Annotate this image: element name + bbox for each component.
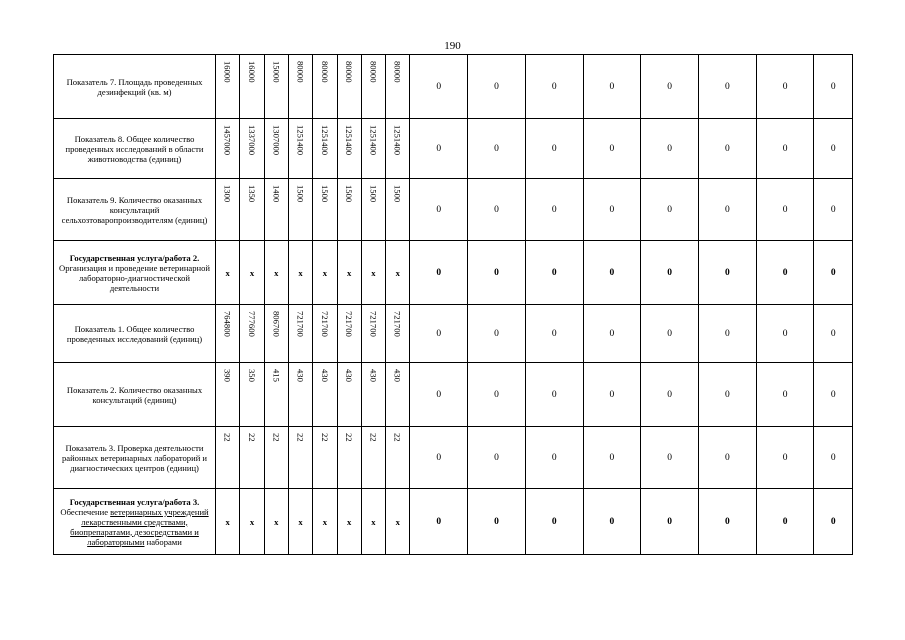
row-label-text: Показатель 8. Общее количество проведенных исследований в области животноводства (единиц) xyxy=(65,133,204,164)
vertical-value: x xyxy=(371,516,376,527)
row-label-text: Организация и проведение ветеринарной лабораторно-диагностической деятельности xyxy=(58,262,211,293)
value-cell: 0 xyxy=(756,363,814,427)
value-cell: 0 xyxy=(583,179,641,241)
vertical-value: 721700 xyxy=(319,311,330,337)
vertical-value-cell xyxy=(313,489,337,555)
value-cell: 0 xyxy=(410,305,468,363)
vertical-value: x xyxy=(347,516,352,527)
row-label-bold: Государственная услуга/работа 3. xyxy=(69,496,200,507)
value-cell: 0 xyxy=(525,119,583,179)
value-cell: 0 xyxy=(468,363,526,427)
value-cell: 0 xyxy=(583,489,641,555)
value-cell: 0 xyxy=(641,241,699,305)
value-cell: 0 xyxy=(525,55,583,119)
vertical-value-cell xyxy=(361,119,385,179)
vertical-value: 1251400 xyxy=(392,125,403,156)
vertical-value: 15000 xyxy=(271,61,282,83)
value-cell: 0 xyxy=(525,179,583,241)
value-cell: 0 xyxy=(641,179,699,241)
vertical-value: 1251400 xyxy=(368,125,379,156)
value-cell: 0 xyxy=(698,363,756,427)
value-cell: 0 xyxy=(583,427,641,489)
vertical-value: x xyxy=(322,267,327,278)
vertical-value-cell xyxy=(386,363,410,427)
vertical-value: 1500 xyxy=(319,185,330,203)
vertical-value: 390 xyxy=(222,369,233,382)
vertical-value: 1350 xyxy=(246,185,257,203)
value-cell: 0 xyxy=(698,241,756,305)
vertical-value-cell xyxy=(240,241,264,305)
value-cell: 0 xyxy=(410,489,468,555)
vertical-value: 22 xyxy=(271,433,282,442)
vertical-value: x xyxy=(249,267,255,278)
vertical-value: x xyxy=(395,267,400,278)
vertical-value-cell xyxy=(264,55,288,119)
vertical-value: 721700 xyxy=(344,311,355,337)
vertical-value: 430 xyxy=(295,369,306,382)
vertical-value: x xyxy=(298,516,303,527)
vertical-value: 430 xyxy=(344,369,355,382)
vertical-value: x xyxy=(322,516,327,527)
vertical-value-cell xyxy=(313,241,337,305)
vertical-value-cell xyxy=(288,427,312,489)
vertical-value-cell xyxy=(313,305,337,363)
vertical-value-cell xyxy=(216,489,240,555)
vertical-value-cell xyxy=(288,241,312,305)
vertical-value-cell xyxy=(337,241,361,305)
value-cell: 0 xyxy=(641,489,699,555)
vertical-value: 1251400 xyxy=(295,125,306,156)
vertical-value-cell xyxy=(240,55,264,119)
value-cell: 0 xyxy=(468,305,526,363)
vertical-value: 80000 xyxy=(344,61,355,83)
vertical-value: 22 xyxy=(222,433,233,442)
vertical-value: x xyxy=(225,516,230,527)
value-cell: 0 xyxy=(756,427,814,489)
value-cell: 0 xyxy=(468,119,526,179)
vertical-value-cell xyxy=(240,489,264,555)
vertical-value: 1307000 xyxy=(271,125,282,156)
vertical-value-cell xyxy=(288,363,312,427)
value-cell: 0 xyxy=(468,489,526,555)
value-cell: 0 xyxy=(583,363,641,427)
vertical-value-cell xyxy=(288,305,312,363)
table-body xyxy=(54,55,853,555)
row-label-tail: наборами xyxy=(144,536,182,547)
vertical-value: 1300 xyxy=(222,185,233,203)
vertical-value-cell xyxy=(313,363,337,427)
vertical-value-cell xyxy=(240,427,264,489)
vertical-value-cell xyxy=(337,427,361,489)
vertical-value: 80000 xyxy=(392,61,403,83)
value-cell: 0 xyxy=(698,305,756,363)
value-cell: 0 xyxy=(468,179,526,241)
value-cell: 0 xyxy=(410,119,468,179)
vertical-value: x xyxy=(395,516,400,527)
row-label-text: Обеспечение xyxy=(60,506,111,517)
value-cell: 0 xyxy=(698,179,756,241)
vertical-value: 430 xyxy=(368,369,379,382)
row-label xyxy=(54,119,216,179)
vertical-value-cell xyxy=(216,427,240,489)
vertical-value-cell xyxy=(337,179,361,241)
value-cell: 0 xyxy=(525,363,583,427)
row-label xyxy=(54,363,216,427)
value-cell: 0 xyxy=(410,241,468,305)
value-cell: 0 xyxy=(814,363,853,427)
value-cell: 0 xyxy=(410,427,468,489)
value-cell: 0 xyxy=(525,427,583,489)
vertical-value: 22 xyxy=(392,433,403,442)
vertical-value-cell xyxy=(216,241,240,305)
value-cell: 0 xyxy=(583,55,641,119)
vertical-value-cell xyxy=(361,55,385,119)
vertical-value-cell xyxy=(313,427,337,489)
vertical-value-cell xyxy=(240,179,264,241)
value-cell: 0 xyxy=(468,241,526,305)
vertical-value-cell xyxy=(313,179,337,241)
vertical-value: 80000 xyxy=(319,61,330,83)
vertical-value: 80000 xyxy=(295,61,306,83)
vertical-value-cell xyxy=(288,119,312,179)
vertical-value: 350 xyxy=(246,369,257,382)
value-cell: 0 xyxy=(641,363,699,427)
vertical-value-cell xyxy=(386,179,410,241)
value-cell: 0 xyxy=(814,179,853,241)
row-label xyxy=(54,489,216,555)
value-cell: 0 xyxy=(814,119,853,179)
value-cell: 0 xyxy=(641,119,699,179)
table-row xyxy=(54,427,853,489)
vertical-value-cell xyxy=(361,241,385,305)
vertical-value: 1500 xyxy=(392,185,403,203)
value-cell: 0 xyxy=(698,489,756,555)
vertical-value: 1500 xyxy=(344,185,355,203)
vertical-value-cell xyxy=(216,55,240,119)
value-cell: 0 xyxy=(641,427,699,489)
vertical-value: 721700 xyxy=(392,311,403,337)
vertical-value-cell xyxy=(216,179,240,241)
vertical-value-cell xyxy=(386,241,410,305)
row-label xyxy=(54,241,216,305)
vertical-value-cell xyxy=(216,363,240,427)
value-cell: 0 xyxy=(410,55,468,119)
value-cell: 0 xyxy=(814,427,853,489)
value-cell: 0 xyxy=(698,55,756,119)
row-label xyxy=(54,427,216,489)
vertical-value-cell xyxy=(264,363,288,427)
vertical-value-cell xyxy=(313,55,337,119)
vertical-value-cell xyxy=(361,179,385,241)
table-row xyxy=(54,305,853,363)
vertical-value-cell xyxy=(386,55,410,119)
value-cell: 0 xyxy=(814,241,853,305)
row-label-text: Показатель 9. Количество оказанных консультаций сельхозтоваропроизводителям (единиц) xyxy=(61,194,208,225)
vertical-value: x xyxy=(249,516,255,527)
table-row xyxy=(54,489,853,555)
table-row xyxy=(54,241,853,305)
value-cell: 0 xyxy=(698,119,756,179)
vertical-value-cell xyxy=(337,55,361,119)
vertical-value: 16000 xyxy=(222,61,233,83)
value-cell: 0 xyxy=(583,241,641,305)
value-cell: 0 xyxy=(525,489,583,555)
vertical-value-cell xyxy=(264,179,288,241)
vertical-value: 22 xyxy=(344,433,355,442)
value-cell: 0 xyxy=(756,305,814,363)
vertical-value: x xyxy=(225,267,230,278)
vertical-value-cell xyxy=(337,305,361,363)
value-cell: 0 xyxy=(698,427,756,489)
vertical-value: 1337000 xyxy=(246,125,257,156)
vertical-value-cell xyxy=(361,305,385,363)
vertical-value: 777600 xyxy=(246,311,257,337)
page-number: 190 xyxy=(444,40,461,52)
vertical-value: 22 xyxy=(368,433,379,442)
vertical-value-cell xyxy=(337,119,361,179)
value-cell: 0 xyxy=(756,55,814,119)
table-row xyxy=(54,363,853,427)
row-label xyxy=(54,305,216,363)
vertical-value: 22 xyxy=(246,433,257,442)
vertical-value-cell xyxy=(264,305,288,363)
vertical-value-cell xyxy=(337,489,361,555)
vertical-value-cell xyxy=(288,179,312,241)
table-row xyxy=(54,119,853,179)
data-table xyxy=(53,54,853,555)
vertical-value-cell xyxy=(216,305,240,363)
vertical-value: 415 xyxy=(271,369,282,382)
row-label-text: Показатель 1. Общее количество проведенных исследований (единиц) xyxy=(66,323,203,344)
value-cell: 0 xyxy=(583,119,641,179)
vertical-value: 22 xyxy=(295,433,306,442)
vertical-value-cell xyxy=(361,427,385,489)
vertical-value: 1500 xyxy=(295,185,306,203)
vertical-value-cell xyxy=(386,119,410,179)
value-cell: 0 xyxy=(410,363,468,427)
value-cell: 0 xyxy=(756,119,814,179)
vertical-value: x xyxy=(274,516,279,527)
vertical-value: 22 xyxy=(319,433,330,442)
value-cell: 0 xyxy=(641,305,699,363)
value-cell: 0 xyxy=(641,55,699,119)
vertical-value: x xyxy=(371,267,376,278)
row-label-underlined: ветеринарных учреждений лекарственными средствами, биопрепаратами, дезосредствами и лабораторными xyxy=(70,506,209,547)
table-row xyxy=(54,179,853,241)
vertical-value-cell xyxy=(264,119,288,179)
vertical-value: 430 xyxy=(392,369,403,382)
vertical-value: 721700 xyxy=(368,311,379,337)
value-cell: 0 xyxy=(525,305,583,363)
vertical-value-cell xyxy=(216,119,240,179)
row-label xyxy=(54,179,216,241)
vertical-value: 806700 xyxy=(271,311,282,337)
value-cell: 0 xyxy=(525,241,583,305)
value-cell: 0 xyxy=(583,305,641,363)
vertical-value-cell xyxy=(361,489,385,555)
vertical-value: 430 xyxy=(319,369,330,382)
vertical-value: 1457000 xyxy=(222,125,233,156)
row-label-bold: Государственная услуга/работа 2. xyxy=(69,252,200,263)
vertical-value: 80000 xyxy=(368,61,379,83)
value-cell: 0 xyxy=(814,55,853,119)
vertical-value: x xyxy=(347,267,352,278)
row-label xyxy=(54,55,216,119)
vertical-value: 1400 xyxy=(271,185,282,203)
value-cell: 0 xyxy=(468,55,526,119)
vertical-value-cell xyxy=(240,305,264,363)
vertical-value-cell xyxy=(313,119,337,179)
value-cell: 0 xyxy=(756,241,814,305)
vertical-value-cell xyxy=(264,489,288,555)
vertical-value-cell xyxy=(386,305,410,363)
row-label-text: Показатель 7. Площадь проведенных дезинфекций (кв. м) xyxy=(66,76,203,97)
vertical-value: 1251400 xyxy=(344,125,355,156)
row-label-text: Показатель 3. Проверка деятельности районных ветеринарных лабораторий и диагностических центров (единиц) xyxy=(61,442,208,473)
vertical-value-cell xyxy=(240,363,264,427)
vertical-value-cell xyxy=(386,427,410,489)
vertical-value: 1251400 xyxy=(319,125,330,156)
value-cell: 0 xyxy=(468,427,526,489)
value-cell: 0 xyxy=(814,489,853,555)
value-cell: 0 xyxy=(756,179,814,241)
value-cell: 0 xyxy=(756,489,814,555)
value-cell: 0 xyxy=(814,305,853,363)
vertical-value-cell xyxy=(288,489,312,555)
vertical-value: x xyxy=(298,267,303,278)
vertical-value: 16000 xyxy=(246,61,257,83)
vertical-value-cell xyxy=(361,363,385,427)
vertical-value: 721700 xyxy=(295,311,306,337)
vertical-value-cell xyxy=(240,119,264,179)
row-label-text: Показатель 2. Количество оказанных консультаций (единиц) xyxy=(66,384,203,405)
value-cell: 0 xyxy=(410,179,468,241)
vertical-value: x xyxy=(274,267,279,278)
table-row xyxy=(54,55,853,119)
vertical-value-cell xyxy=(337,363,361,427)
vertical-value: 1500 xyxy=(368,185,379,203)
vertical-value-cell xyxy=(288,55,312,119)
vertical-value-cell xyxy=(386,489,410,555)
vertical-value-cell xyxy=(264,241,288,305)
vertical-value: 764800 xyxy=(222,311,233,337)
vertical-value-cell xyxy=(264,427,288,489)
